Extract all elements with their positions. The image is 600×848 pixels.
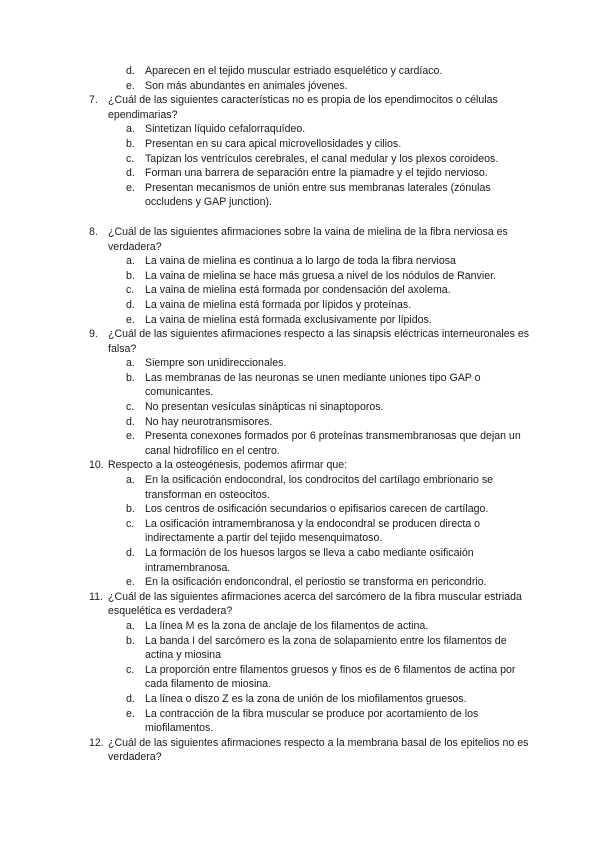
question-8-options bbox=[0, 254, 600, 327]
question-12 bbox=[0, 736, 600, 765]
option-text: No presentan vesículas sinápticas ni sinaptoporos. bbox=[145, 401, 384, 414]
option-item bbox=[0, 707, 600, 736]
option-item bbox=[0, 269, 600, 284]
question-number: 7. bbox=[89, 94, 98, 107]
option-letter: b. bbox=[126, 137, 135, 150]
question-7 bbox=[0, 93, 600, 122]
option-letter: a. bbox=[126, 474, 135, 487]
question-7-options bbox=[0, 122, 600, 210]
question-number: 11. bbox=[89, 590, 103, 603]
lead-options bbox=[0, 64, 600, 93]
option-text: La línea o diszo Z es la zona de unión de los miofilamentos gruesos. bbox=[145, 692, 467, 705]
question-text: Respecto a la osteogénesis, podemos afirmar que: bbox=[108, 459, 348, 472]
option-item bbox=[0, 79, 600, 94]
option-text: Las membranas de las neuronas se unen mediante uniones tipo GAP o comunicantes. bbox=[145, 371, 481, 399]
option-item bbox=[0, 546, 600, 575]
option-letter: e. bbox=[126, 707, 135, 720]
document-page bbox=[0, 64, 600, 765]
paragraph-gap bbox=[0, 210, 600, 225]
option-item bbox=[0, 619, 600, 634]
option-text: La osificación intramembranosa y la endocondral se producen directa o indirectamente a partir del tejido mesenquimatoso. bbox=[145, 517, 481, 545]
question-text: ¿Cuál de las siguientes afirmaciones sobre la vaina de mielina de la fibra nerviosa es verdadera? bbox=[108, 225, 508, 253]
option-text: Forman una barrera de separación entre la piamadre y el tejido nervioso. bbox=[145, 167, 488, 180]
option-letter: a. bbox=[126, 619, 135, 632]
option-item bbox=[0, 400, 600, 415]
option-item bbox=[0, 634, 600, 663]
option-text: La proporción entre filamentos gruesos y finos es de 6 filamentos de actina por cada filamento de miosina. bbox=[145, 663, 516, 691]
option-letter: c. bbox=[126, 152, 135, 165]
option-text: En la osificación endocondral, los condrocitos del cartílago embrionario se transforman en osteocitos. bbox=[145, 474, 494, 501]
option-text: En la osificación endoncondral, el periostio se transforma en pericondrio. bbox=[145, 576, 487, 589]
option-letter: b. bbox=[126, 503, 135, 516]
option-item bbox=[0, 152, 600, 167]
option-text: La formación de los huesos largos se lleva a cabo mediante osificaión intramembranosa. bbox=[145, 547, 474, 574]
option-item bbox=[0, 517, 600, 546]
option-text: Tapizan los ventrículos cerebrales, el canal medular y los plexos coroideos. bbox=[145, 152, 499, 165]
question-10 bbox=[0, 458, 600, 473]
option-text: La vaina de mielina está formada por condensación del axolema. bbox=[145, 284, 451, 297]
question-text: ¿Cuál de las siguientes características no es propia de los ependimocitos o células ependimarias? bbox=[108, 94, 498, 121]
option-text: Sintetizan líquido cefalorraquídeo. bbox=[145, 123, 306, 136]
option-item bbox=[0, 137, 600, 152]
option-letter: a. bbox=[126, 123, 135, 136]
option-item bbox=[0, 473, 600, 502]
option-letter: d. bbox=[126, 167, 135, 180]
option-item bbox=[0, 122, 600, 137]
option-letter: b. bbox=[126, 634, 135, 647]
option-letter: a. bbox=[126, 255, 135, 268]
option-letter: e. bbox=[126, 430, 135, 443]
option-letter: a. bbox=[126, 357, 135, 370]
question-text: ¿Cuál de las siguientes afirmaciones respecto a las sinapsis eléctricas interneuronales es falsa? bbox=[108, 328, 530, 355]
question-text: ¿Cuál de las siguientes afirmaciones acerca del sarcómero de la fibra muscular estriada esquelética es verdadera? bbox=[108, 590, 522, 618]
option-item bbox=[0, 181, 600, 210]
option-letter: c. bbox=[126, 284, 135, 297]
option-item bbox=[0, 663, 600, 692]
question-9 bbox=[0, 327, 600, 356]
option-item bbox=[0, 166, 600, 181]
option-text: La vaina de mielina es continua a lo largo de toda la fibra nerviosa bbox=[145, 255, 456, 268]
question-number: 10. bbox=[89, 459, 104, 472]
option-text: La vaina de mielina se hace más gruesa a nivel de los nódulos de Ranvier. bbox=[145, 269, 496, 282]
question-text: ¿Cuál de las siguientes afirmaciones respecto a la membrana basal de los epitelios no es verdadera? bbox=[108, 736, 529, 764]
option-letter: c. bbox=[126, 401, 135, 414]
option-text: La banda I del sarcómero es la zona de solapamiento entre los filamentos de actina y miosina bbox=[145, 634, 507, 662]
question-11 bbox=[0, 590, 600, 619]
option-item bbox=[0, 313, 600, 328]
option-letter: d. bbox=[126, 298, 135, 311]
option-item bbox=[0, 692, 600, 707]
option-text: Los centros de osificación secundarios o epifisarios carecen de cartílago. bbox=[145, 503, 489, 516]
option-text: La vaina de mielina está formada exclusivamente por lípidos. bbox=[145, 313, 432, 326]
option-letter: e. bbox=[126, 313, 135, 326]
option-text: La contracción de la fibra muscular se produce por acortamiento de los miofilamentos. bbox=[145, 707, 479, 735]
option-letter: e. bbox=[126, 79, 135, 92]
option-letter: c. bbox=[126, 517, 135, 530]
question-number: 8. bbox=[89, 225, 98, 238]
question-11-options bbox=[0, 619, 600, 736]
option-text: La vaina de mielina está formada por lípidos y proteínas. bbox=[145, 298, 412, 311]
option-letter: b. bbox=[126, 269, 135, 282]
option-item bbox=[0, 254, 600, 269]
option-item bbox=[0, 298, 600, 313]
option-letter: d. bbox=[126, 415, 135, 428]
option-text: Son más abundantes en animales jóvenes. bbox=[145, 79, 348, 92]
option-item bbox=[0, 502, 600, 517]
option-item bbox=[0, 429, 600, 458]
option-item bbox=[0, 575, 600, 590]
option-letter: b. bbox=[126, 371, 135, 384]
option-text: Presentan mecanismos de unión entre sus membranas laterales (zónulas occludens y GAP junction). bbox=[145, 181, 491, 209]
option-letter: d. bbox=[126, 692, 135, 705]
option-item bbox=[0, 64, 600, 79]
question-number: 12. bbox=[89, 736, 104, 749]
option-text: Presenta conexones formados por 6 proteínas transmembranosas que dejan un canal hidrofílico en el centro. bbox=[145, 430, 521, 457]
question-number: 9. bbox=[89, 328, 98, 341]
option-letter: e. bbox=[126, 181, 135, 194]
option-text: Aparecen en el tejido muscular estriado esquelético y cardíaco. bbox=[145, 65, 443, 77]
question-9-options bbox=[0, 356, 600, 458]
option-letter: e. bbox=[126, 576, 135, 589]
option-text: La línea M es la zona de anclaje de los filamentos de actina. bbox=[145, 619, 429, 632]
option-item bbox=[0, 356, 600, 371]
question-8 bbox=[0, 225, 600, 254]
option-letter: d. bbox=[126, 547, 135, 559]
option-letter: d. bbox=[126, 65, 135, 77]
option-text: No hay neurotransmisores. bbox=[145, 415, 273, 428]
option-text: Siempre son unidireccionales. bbox=[145, 357, 287, 370]
option-text: Presentan en su cara apical microvellosidades y cilios. bbox=[145, 137, 402, 150]
option-item bbox=[0, 283, 600, 298]
option-letter: c. bbox=[126, 663, 135, 676]
option-item bbox=[0, 415, 600, 430]
question-10-options bbox=[0, 473, 600, 590]
option-item bbox=[0, 371, 600, 400]
